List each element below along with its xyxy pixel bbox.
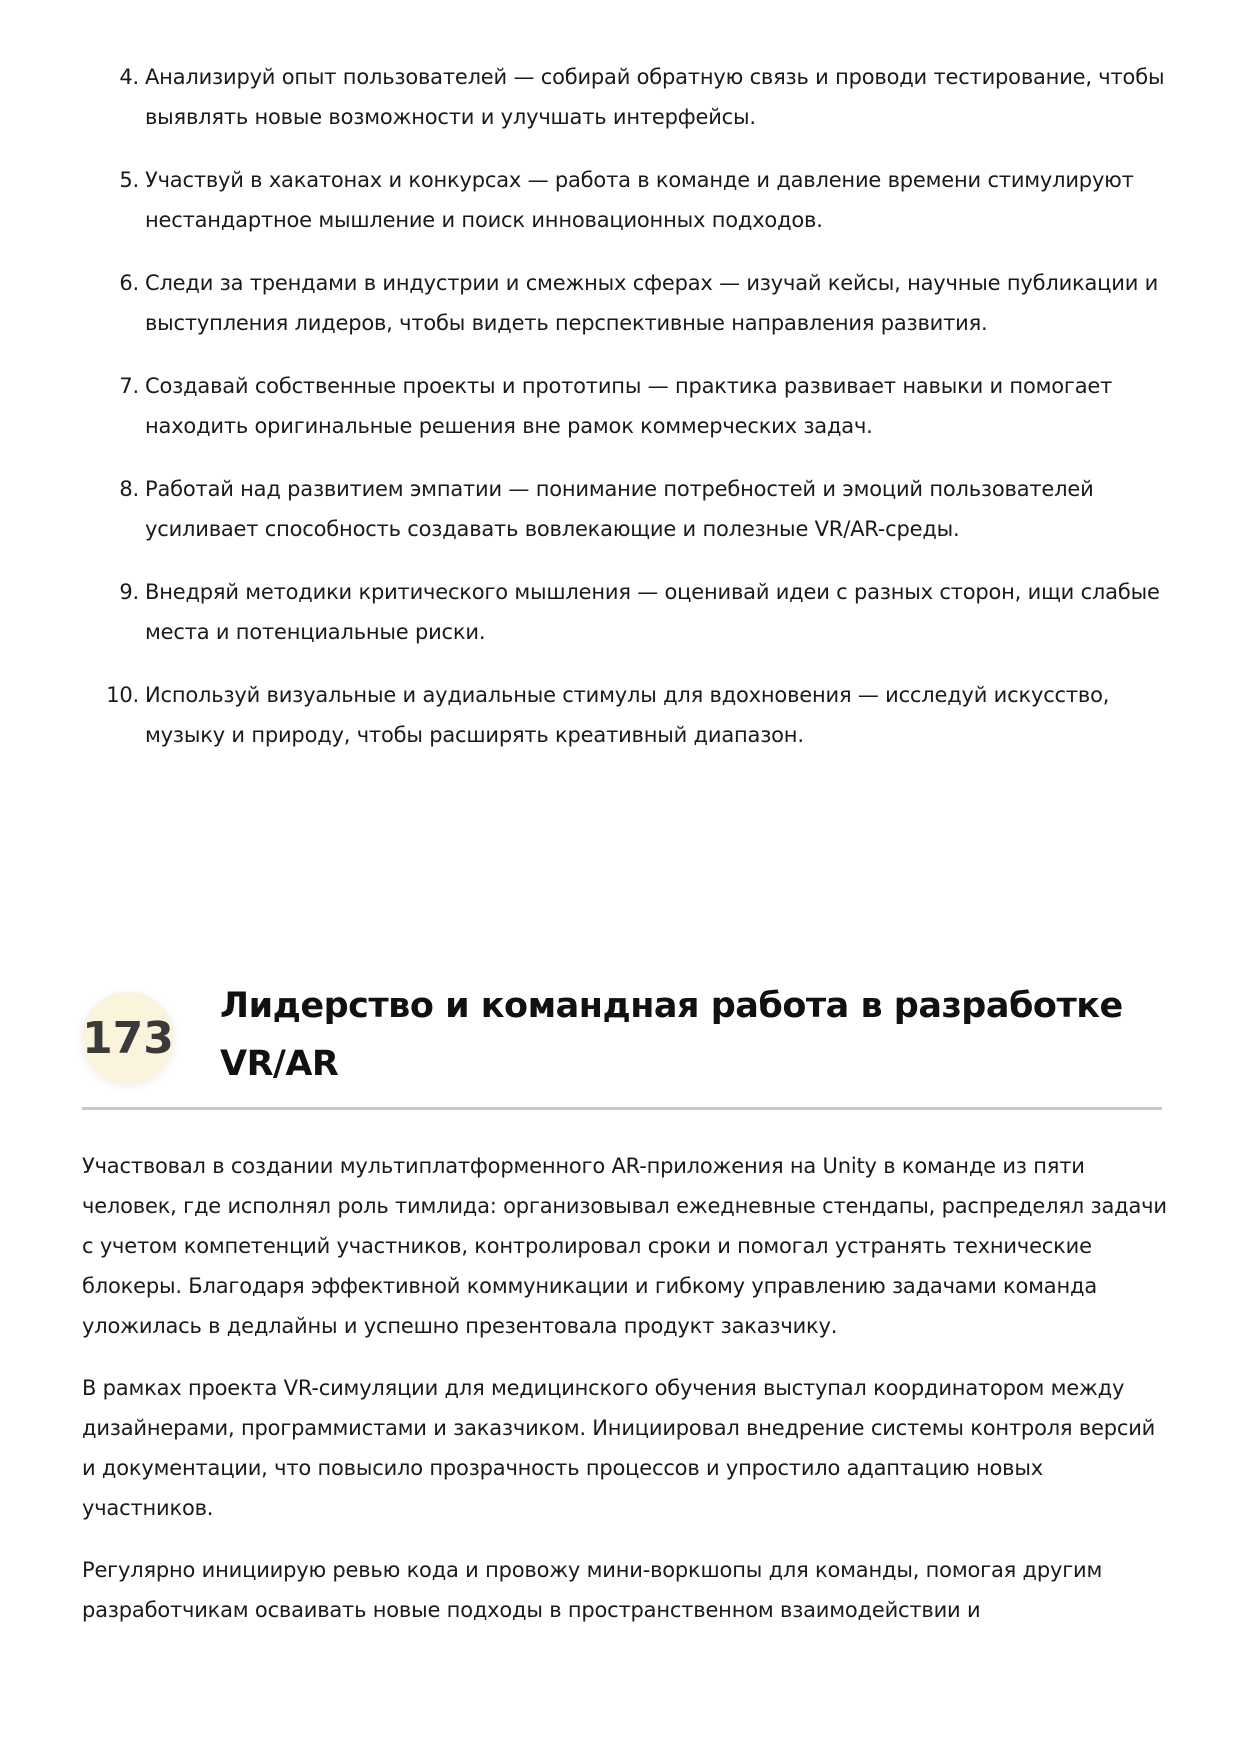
- section-body: [82, 1146, 1172, 1652]
- list-item: [83, 676, 1168, 755]
- list-item-number: 4.: [119, 65, 139, 89]
- list-item-text: Создавай собственные проекты и прототипы — практика развивает навыки и помогает находить оригинальные решения вне рамок коммерческих задач.: [145, 374, 1113, 438]
- tips-list: [83, 58, 1168, 779]
- list-item: [83, 58, 1168, 137]
- list-item-number: 6.: [119, 271, 139, 295]
- body-paragraph: В рамках проекта VR-симуляции для медицинского обучения выступал координатором между дизайнерами, программистами и заказчиком. Инициировал внедрение системы контроля версий и документации, что повысило прозрачность процессов и упростило адаптацию новых участников.: [82, 1376, 1156, 1520]
- list-item-number: 10.: [106, 683, 139, 707]
- list-item: [83, 264, 1168, 343]
- section-header: [82, 977, 1162, 1110]
- body-paragraph: Регулярно инициирую ревью кода и провожу мини-воркшопы для команды, помогая другим разработчикам осваивать новые подходы в пространственном взаимодействии и: [82, 1558, 1103, 1622]
- section-number-badge: 173: [82, 992, 174, 1084]
- list-item-number: 9.: [119, 580, 139, 604]
- list-item-text: Внедряй методики критического мышления — оценивай идеи с разных сторон, ищи слабые места и потенциальные риски.: [145, 580, 1160, 644]
- list-item: [83, 161, 1168, 240]
- list-item-text: Следи за трендами в индустрии и смежных сферах — изучай кейсы, научные публикации и выступления лидеров, чтобы видеть перспективные направления развития.: [145, 271, 1159, 335]
- list-item: [83, 367, 1168, 446]
- list-item-number: 7.: [119, 374, 139, 398]
- section-title: Лидерство и командная работа в разработке VR/AR: [220, 986, 1123, 1084]
- list-item-number: 8.: [119, 477, 139, 501]
- list-item-text: Работай над развитием эмпатии — понимание потребностей и эмоций пользователей усиливает способность создавать вовлекающие и полезные VR/AR-среды.: [145, 477, 1094, 541]
- list-item-text: Используй визуальные и аудиальные стимулы для вдохновения — исследуй искусство, музыку и природу, чтобы расширять креативный диапазон.: [145, 683, 1110, 747]
- list-item: [83, 470, 1168, 549]
- list-item-text: Участвуй в хакатонах и конкурсах — работа в команде и давление времени стимулируют нестандартное мышление и поиск инновационных подходов.: [145, 168, 1134, 232]
- list-item-number: 5.: [119, 168, 139, 192]
- body-paragraph: Участвовал в создании мультиплатформенного AR-приложения на Unity в команде из пяти человек, где исполнял роль тимлида: организовывал ежедневные стендапы, распределял задачи с учетом компетенций участников, контролировал сроки и помогал устранять технические блокеры. Благодаря эффективной коммуникации и гибкому управлению задачами команда уложилась в дедлайны и успешно презентовала продукт заказчику.: [82, 1154, 1167, 1338]
- list-item-text: Анализируй опыт пользователей — собирай обратную связь и проводи тестирование, чтобы выявлять новые возможности и улучшать интерфейсы.: [145, 65, 1165, 129]
- list-item: [83, 573, 1168, 652]
